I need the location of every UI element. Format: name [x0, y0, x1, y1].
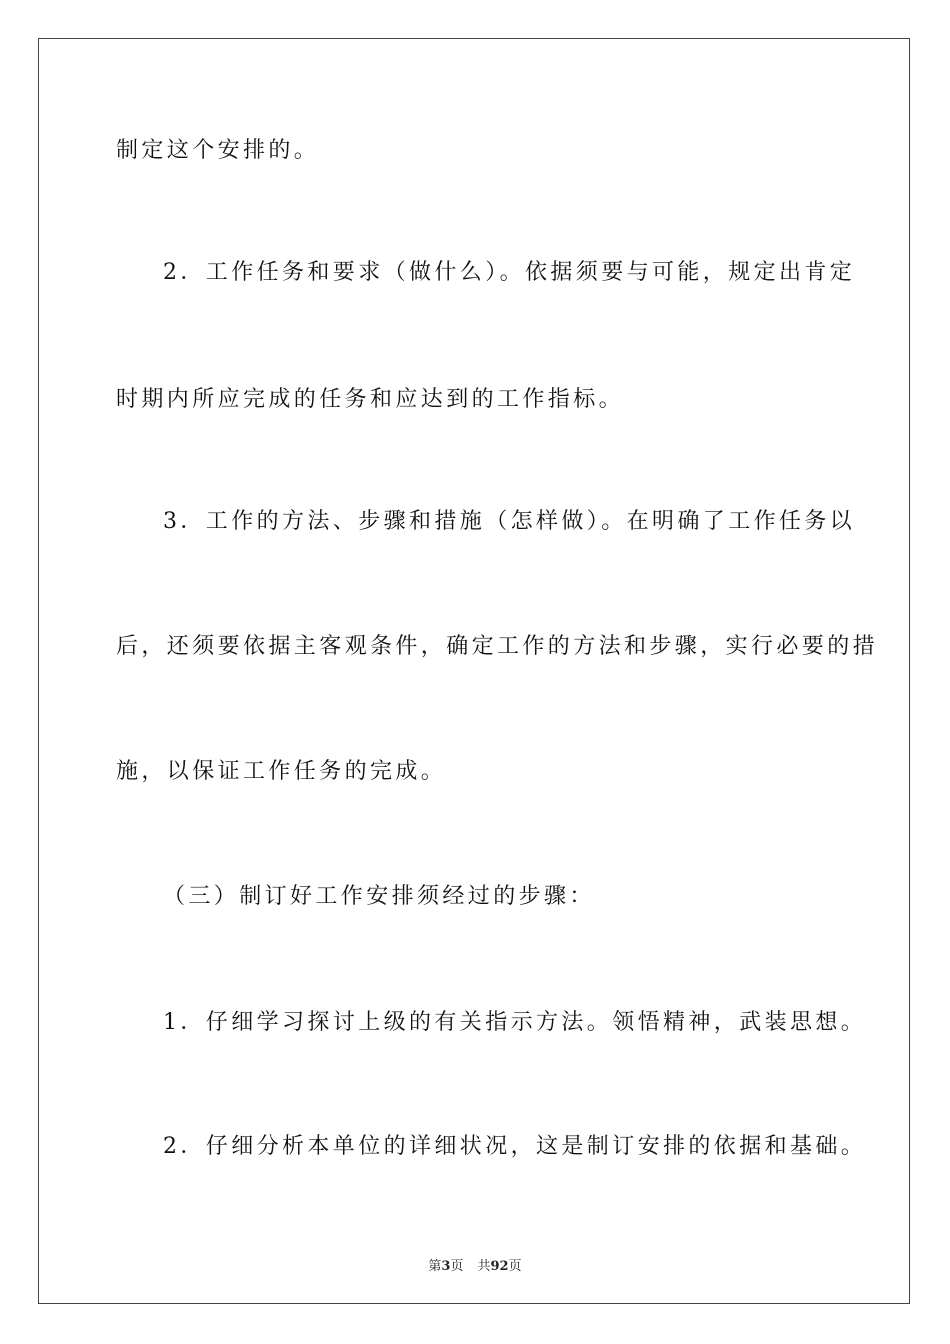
total-suffix: 页: [508, 1259, 522, 1274]
page-number: 3: [441, 1259, 451, 1274]
total-pages: 92: [490, 1259, 509, 1274]
paragraph-line: 3．工作的方法、步骤和措施（怎样做）。在明确了工作任务以: [163, 509, 856, 534]
paragraph-line: 制定这个安排的。: [116, 138, 320, 163]
page-footer: [0, 1258, 950, 1276]
paragraph-line: 2．工作任务和要求（做什么）。依据须要与可能，规定出肯定: [163, 260, 856, 285]
paragraph-line: 2．仔细分析本单位的详细状况，这是制订安排的依据和基础。: [163, 1134, 867, 1159]
paragraph-line: 施，以保证工作任务的完成。: [116, 759, 447, 784]
total-prefix: 共: [477, 1259, 491, 1274]
paragraph-line: 时期内所应完成的任务和应达到的工作指标。: [116, 387, 625, 412]
section-heading: （三）制订好工作安排须经过的步骤：: [163, 884, 595, 909]
paragraph-line: 1．仔细学习探讨上级的有关指示方法。领悟精神，武装思想。: [163, 1010, 867, 1035]
page-prefix: 第: [428, 1259, 442, 1274]
paragraph-line: 后，还须要依据主客观条件，确定工作的方法和步骤，实行必要的措: [116, 634, 879, 659]
page-border: [38, 38, 910, 1304]
page-suffix: 页: [450, 1259, 464, 1274]
